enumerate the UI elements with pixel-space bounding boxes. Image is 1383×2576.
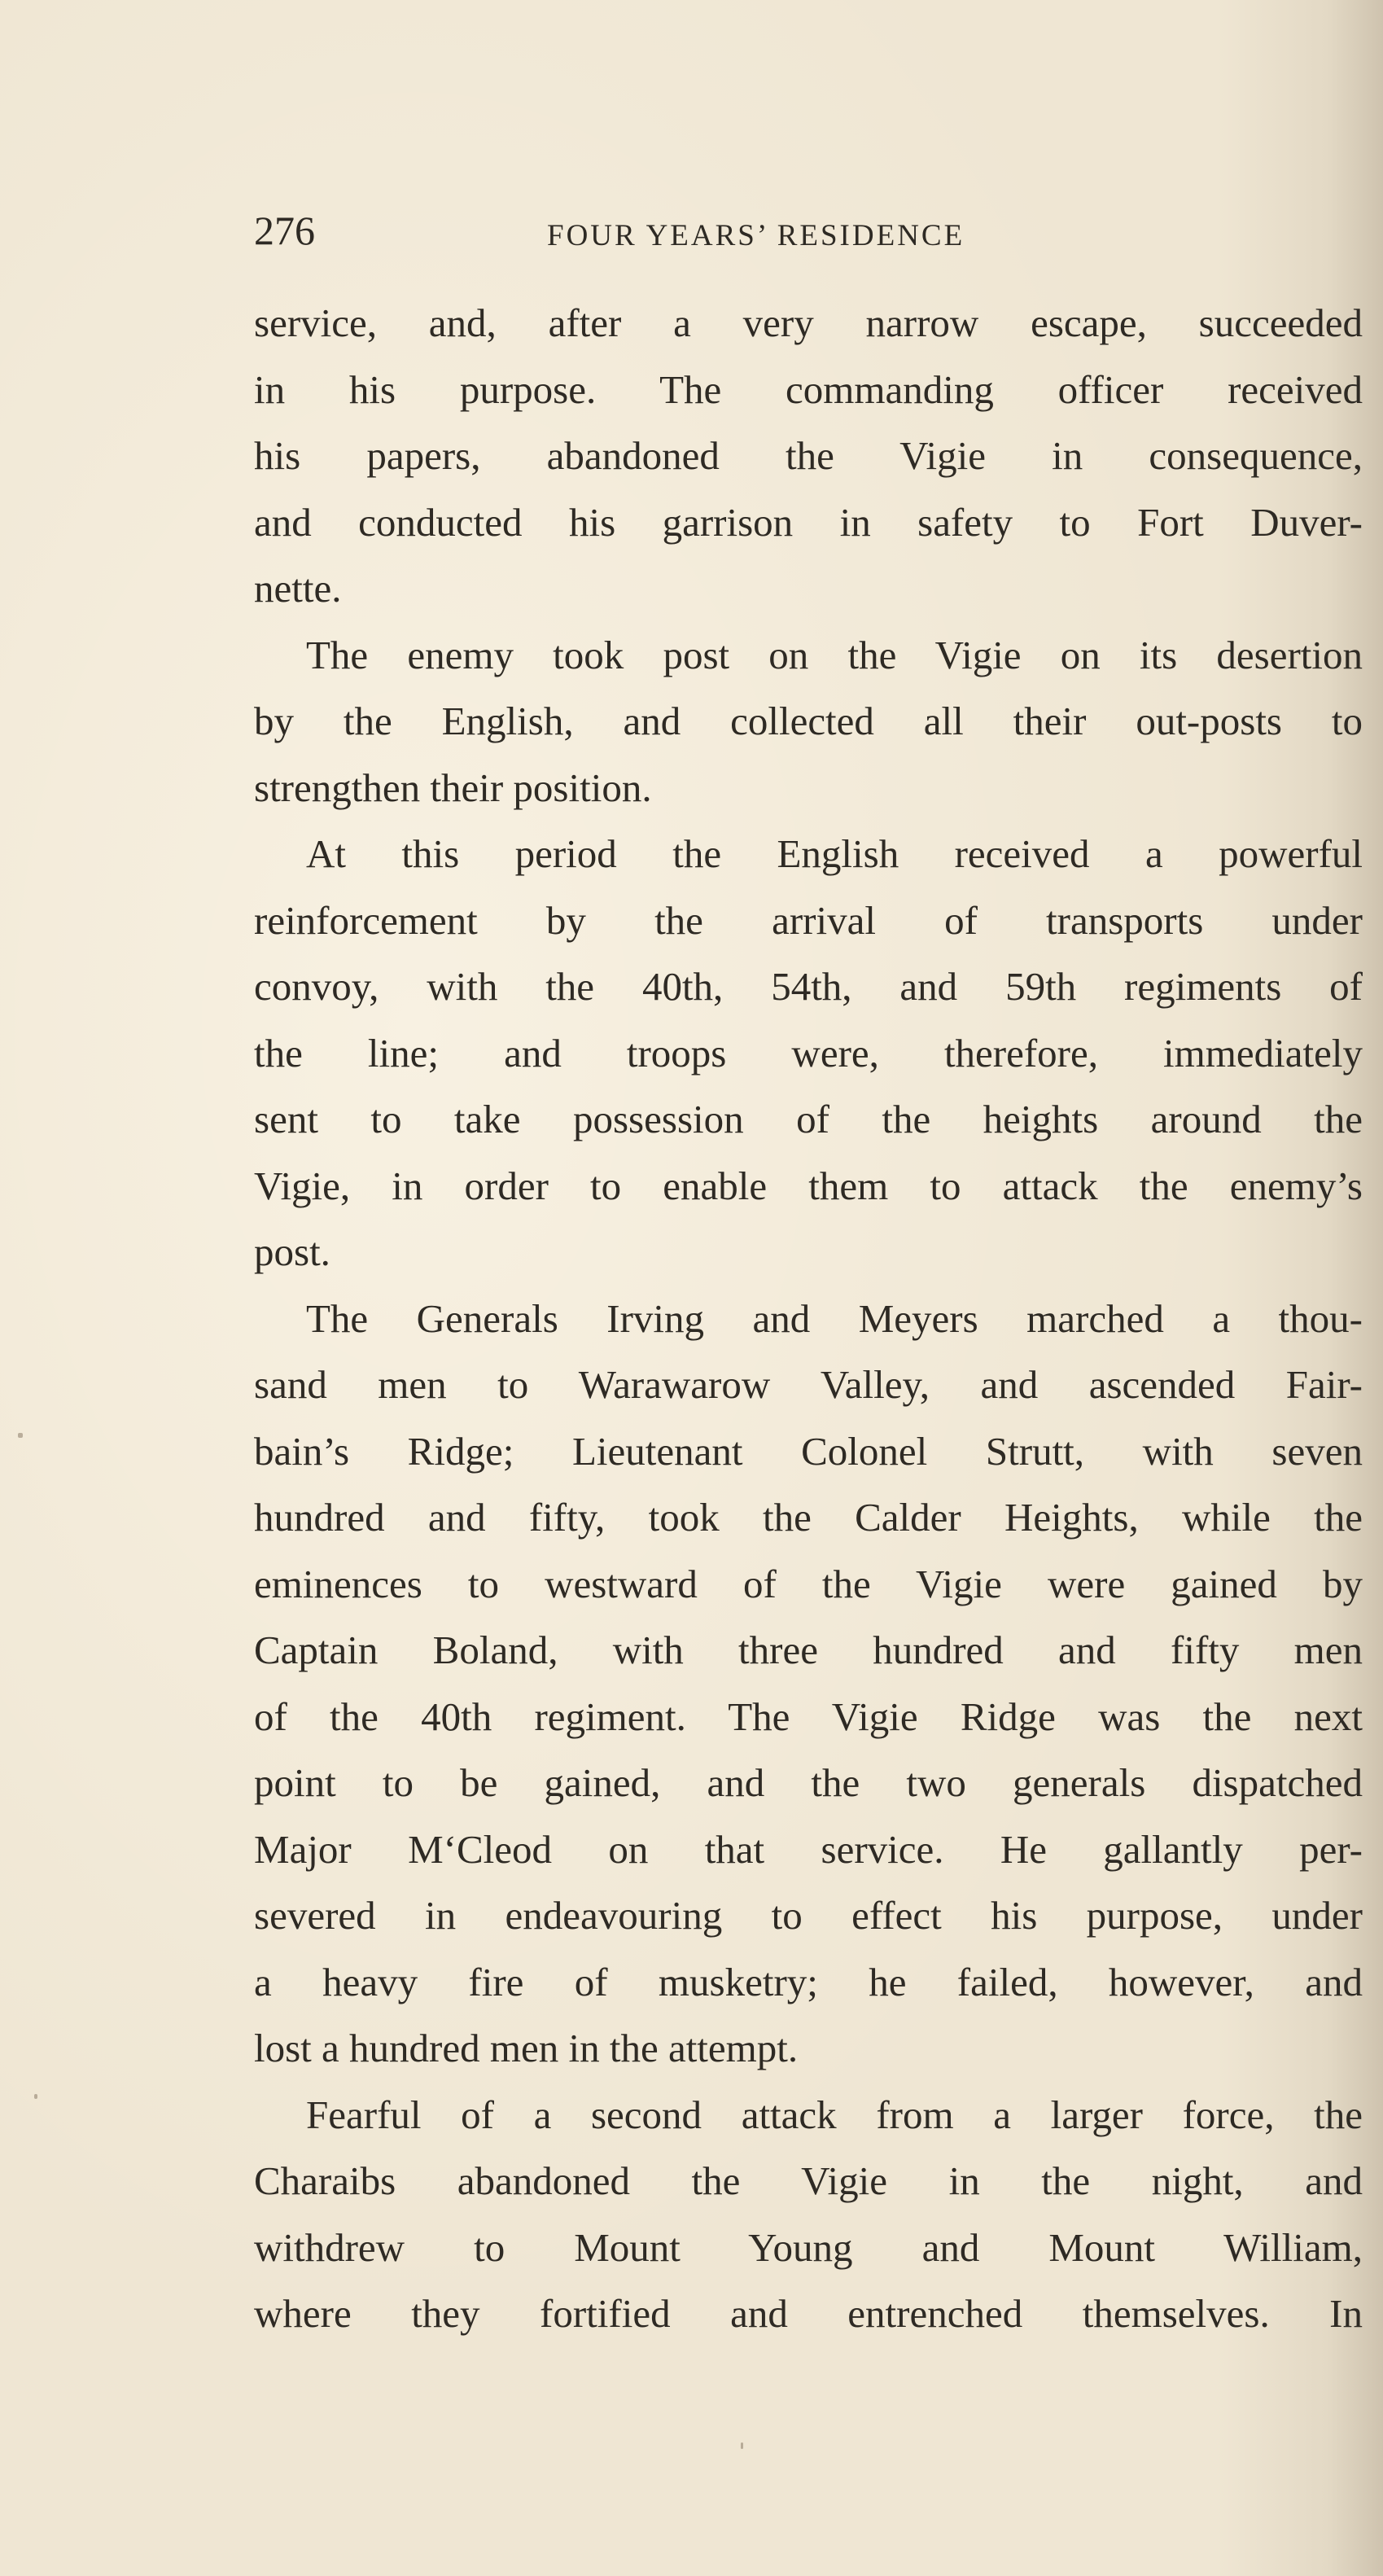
text-line: the line; and troops were, therefore, immediately: [254, 1030, 1363, 1076]
text-line: eminences to westward of the Vigie were gained by: [254, 1561, 1363, 1606]
paper-speck: [741, 2442, 743, 2449]
text-line: withdrew to Mount Young and Mount William,: [254, 2224, 1363, 2270]
text-line: lost a hundred men in the attempt.: [254, 2026, 799, 2070]
text-line: reinforcement by the arrival of transports under: [254, 897, 1363, 943]
paragraph-start-line: Fearful of a second attack from a larger force, the: [306, 2092, 1363, 2137]
text-line: sand men to Warawarow Valley, and ascended Fair-: [254, 1362, 1363, 1407]
text-line: nette.: [254, 566, 342, 611]
text-line: post.: [254, 1229, 330, 1274]
paper-speck: [34, 2094, 37, 2099]
text-line: hundred and fifty, took the Calder Heights, while the: [254, 1495, 1363, 1540]
paper-speck: [18, 1433, 23, 1438]
text-line: sent to take possession of the heights around the: [254, 1097, 1363, 1141]
page-number: 276: [254, 208, 315, 253]
text-line: Major M‘Cleod on that service. He gallantly per-: [254, 1826, 1363, 1872]
text-line: a heavy fire of musketry; he failed, however, and: [254, 1959, 1363, 2004]
text-line: service, and, after a very narrow escape, succeeded: [254, 300, 1363, 345]
text-line: his papers, abandoned the Vigie in consequence,: [254, 433, 1363, 478]
text-line: in his purpose. The commanding officer received: [254, 366, 1363, 412]
text-line: convoy, with the 40th, 54th, and 59th regiments of: [254, 964, 1363, 1009]
text-line: point to be gained, and the two generals dispatched: [254, 1760, 1363, 1805]
paragraph-start-line: At this period the English received a powerful: [306, 831, 1363, 876]
text-line: bain’s Ridge; Lieutenant Colonel Strutt, with seven: [254, 1428, 1363, 1474]
text-line: Captain Boland, with three hundred and fifty men: [254, 1628, 1363, 1672]
text-line: Vigie, in order to enable them to attack the enemy’s: [254, 1163, 1363, 1208]
text-line: by the English, and collected all their out-posts to: [254, 699, 1363, 743]
text-line: where they fortified and entrenched themselves. In: [254, 2291, 1363, 2336]
paragraph-start-line: The Generals Irving and Meyers marched a thou-: [306, 1295, 1363, 1341]
body-text: [254, 290, 1363, 2347]
text-line: of the 40th regiment. The Vigie Ridge was the next: [254, 1693, 1363, 1739]
text-line: severed in endeavouring to effect his purpose, under: [254, 1893, 1363, 1938]
text-line: strengthen their position.: [254, 764, 652, 810]
running-head: [254, 202, 1361, 267]
running-title: FOUR YEARS’ RESIDENCE: [547, 219, 965, 252]
text-line: Charaibs abandoned the Vigie in the night, and: [254, 2158, 1363, 2203]
paragraph-start-line: The enemy took post on the Vigie on its desertion: [306, 632, 1363, 677]
text-line: and conducted his garrison in safety to Fort Duver-: [254, 499, 1363, 545]
